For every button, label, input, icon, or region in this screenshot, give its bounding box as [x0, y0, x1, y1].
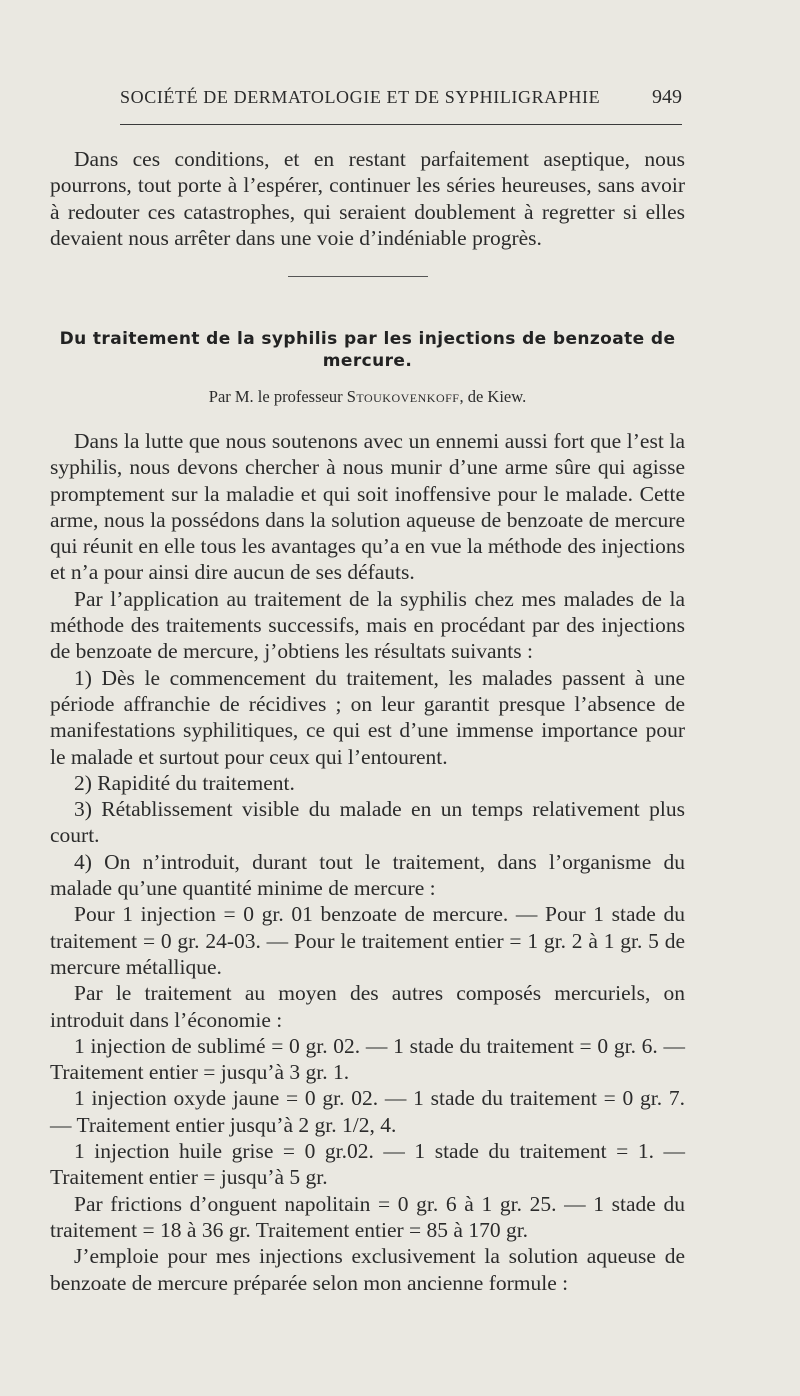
author-name: Stoukovenkoff [346, 387, 460, 406]
section-separator [288, 276, 428, 277]
result-item: 1) Dès le commencement du traitement, les malades passent à une période affranchie de récidives ; on leur garantit presque l’absence de manifestations syphilitiques, ce qui est d’une immense importance pour le malade et surtout pour ceux qui l’entourent. [50, 665, 685, 769]
result-item: 2) Rapidité du traitement. [74, 770, 295, 795]
author-prefix: Par M. le professeur [208, 387, 343, 406]
intro-section [50, 146, 685, 251]
dosage-line: 1 injection huile grise = 0 gr.02. — 1 stade du traitement = 1. — Traitement entier = jusqu’à 5 gr. [50, 1139, 685, 1190]
body-paragraph: Par l’application au traitement de la syphilis chez mes malades de la méthode des traitements successifs, mais en procédant par des injections de benzoate de mercure, j’obtiens les résultats suivants : [50, 586, 685, 664]
article-title: Du traitement de la syphilis par les injections de benzoate de mercure. [59, 329, 676, 371]
body-paragraph: J’emploie pour mes injections exclusivement la solution aqueuse de benzoate de mercure préparée selon mon ancienne formule : [50, 1244, 685, 1295]
dosage-paragraph: Pour 1 injection = 0 gr. 01 benzoate de mercure. — Pour 1 stade du traitement = 0 gr. 24-03. — Pour le traitement entier = 1 gr. 2 à 1 gr. 5 de mercure métallique. [50, 902, 685, 979]
article-body [50, 428, 685, 1296]
running-header [120, 86, 682, 109]
dosage-line: 1 injection oxyde jaune = 0 gr. 02. — 1 stade du traitement = 0 gr. 7. — Traitement entier jusqu’à 2 gr. 1/2, 4. [50, 1086, 685, 1137]
header-rule [120, 124, 682, 125]
body-paragraph: Par le traitement au moyen des autres composés mercuriels, on introduit dans l’économie : [50, 981, 685, 1032]
result-item: 4) On n’introduit, durant tout le traitement, dans l’organisme du malade qu’une quantité minime de mercure : [50, 849, 685, 901]
intro-paragraph: Dans ces conditions, et en restant parfaitement aseptique, nous pourrons, tout porte à l’espérer, continuer les séries heureuses, sans avoir à redouter ces catastrophes, qui seraient doublement à regretter si elles devaient nous arrêter dans une voie d’indéniable progrès. [50, 147, 685, 250]
result-item: 3) Rétablissement visible du malade en un temps relativement plus court. [50, 797, 685, 848]
running-title: SOCIÉTÉ DE DERMATOLOGIE ET DE SYPHILIGRAPHIE [120, 87, 601, 107]
dosage-line: 1 injection de sublimé = 0 gr. 02. — 1 stade du traitement = 0 gr. 6. — Traitement entier = jusqu’à 3 gr. 1. [50, 1033, 685, 1085]
dosage-line: Par frictions d’onguent napolitain = 0 gr. 6 à 1 gr. 25. — 1 stade du traitement = 18 à 36 gr. Traitement entier = 85 à 170 gr. [50, 1191, 685, 1242]
author-line [50, 387, 685, 407]
page-number: 949 [652, 86, 682, 108]
body-paragraph: Dans la lutte que nous soutenons avec un ennemi aussi fort que l’est la syphilis, nous devons chercher à nous munir d’une arme sûre qui agisse promptement sur la maladie et qui soit inoffensive pour le malade. Cette arme, nous la possédons dans la solution aqueuse de benzoate de mercure qui réunit en elle tous les avantages qu’a en vue la méthode des injections et n’a pour ainsi dire aucun de ses défauts. [50, 429, 685, 585]
author-suffix: , de Kiew. [459, 387, 527, 406]
